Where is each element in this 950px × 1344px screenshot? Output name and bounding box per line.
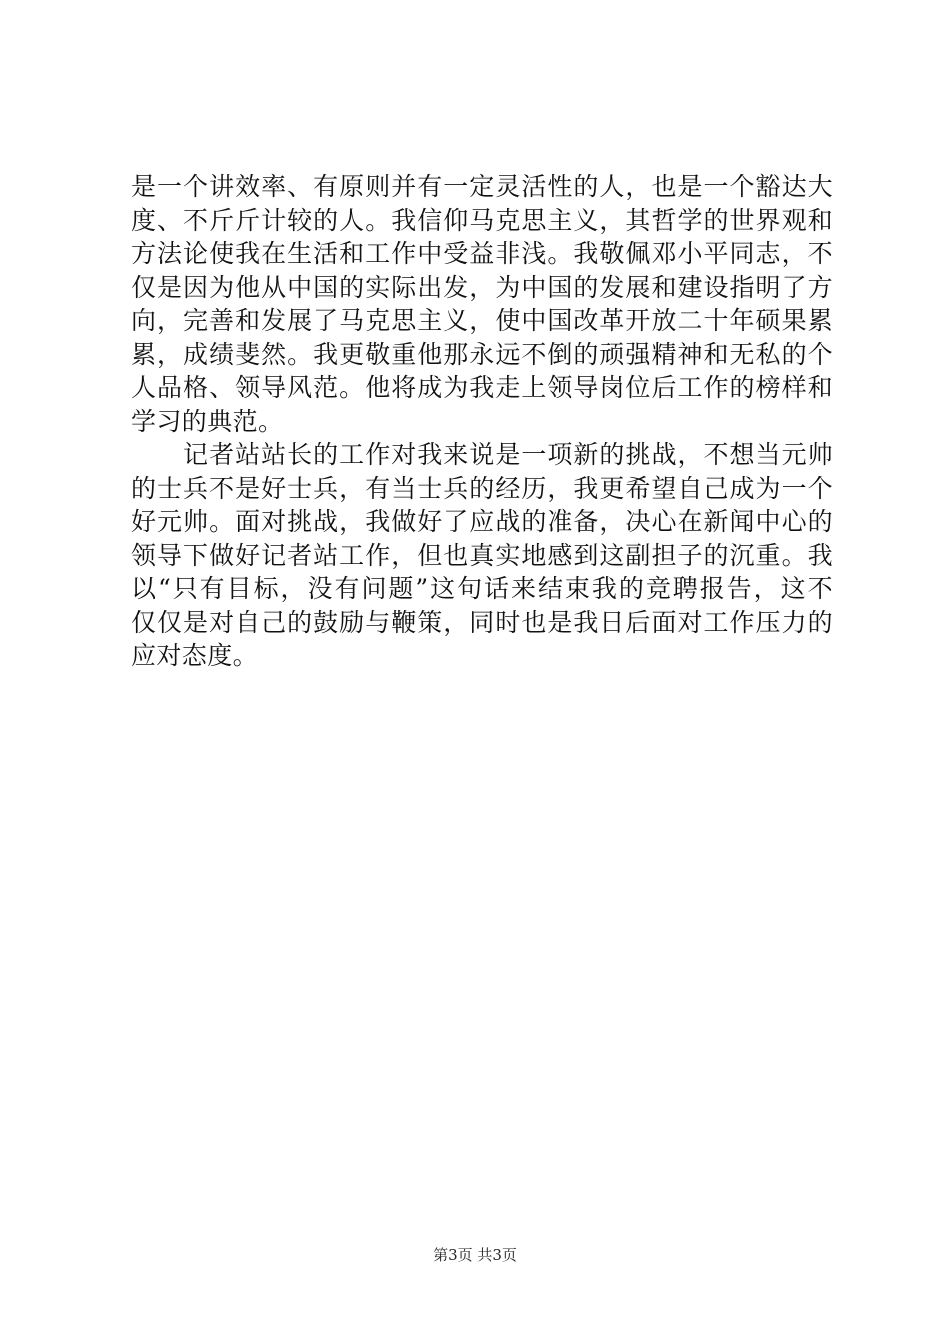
paragraph-2-line-7: 应对态度。	[131, 641, 259, 670]
paragraph-1-line-5: 向，完善和发展了马克思主义，使中国改革开放二十年硕果累	[131, 306, 833, 335]
paragraph-2-line-6: 仅仅是对自己的鼓励与鞭策，同时也是我日后面对工作压力的	[131, 607, 833, 637]
document-body	[131, 170, 833, 673]
page-number-footer: 第3页 共3页	[433, 1246, 517, 1264]
paragraph-2-line-4: 领导下做好记者站工作，但也真实地感到这副担子的沉重。我	[131, 540, 833, 570]
paragraph-1-line-1: 是一个讲效率、有原则并有一定灵活性的人，也是一个豁达大	[131, 172, 833, 201]
paragraph-2-line-5: 以“只有目标，没有问题”这句话来结束我的竞聘报告，这不	[131, 574, 833, 603]
paragraph-2-line-1: 记者站站长的工作对我来说是一项新的挑战，不想当元帅	[131, 440, 833, 469]
paragraph-1-line-4: 仅是因为他从中国的实际出发，为中国的发展和建设指明了方	[131, 272, 833, 302]
paragraph-1-line-3: 方法论使我在生活和工作中受益非浅。我敬佩邓小平同志，不	[131, 239, 833, 268]
paragraph-1-line-8: 学习的典范。	[131, 406, 284, 436]
paragraph-1-line-2: 度、不斤斤计较的人。我信仰马克思主义，其哲学的世界观和	[131, 205, 833, 235]
paragraph-1-line-6: 累，成绩斐然。我更敬重他那永远不倒的顽强精神和无私的个	[131, 339, 833, 369]
paragraph-2-line-3: 好元帅。面对挑战，我做好了应战的准备，决心在新闻中心的	[131, 507, 833, 536]
paragraph-2-line-2: 的士兵不是好士兵，有当士兵的经历，我更希望自己成为一个	[131, 473, 833, 503]
paragraph-1-line-7: 人品格、领导风范。他将成为我走上领导岗位后工作的榜样和	[131, 373, 833, 402]
